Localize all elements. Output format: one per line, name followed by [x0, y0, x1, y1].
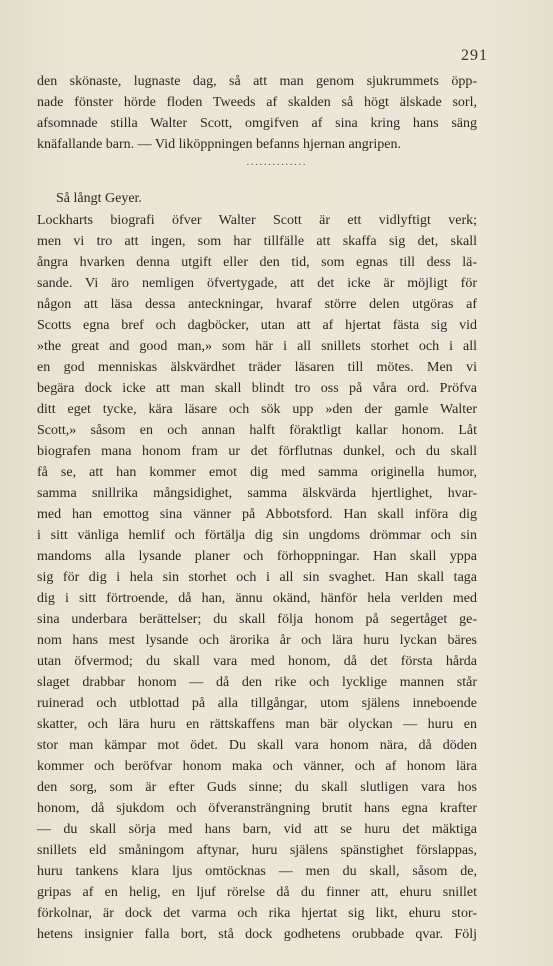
text-line: någon att läsa dessa anteckningar, hvaraf större delen utgöras af — [37, 297, 477, 312]
text-line: dig i sitt förtroende, då han, ännu okänd, hänför hela verlden med — [37, 591, 477, 606]
text-line: den skönaste, lugnaste dag, så att man genom sjukrummets öpp- — [37, 74, 477, 89]
text-line: slaget drabbar honom — då den rike och lycklige mannen står — [37, 675, 477, 690]
text-line: — du skall sörja med hans barn, vid att se huru det mäktiga — [37, 822, 477, 837]
attribution-line: Så långt Geyer. — [56, 191, 142, 206]
attribution-paragraph — [37, 188, 477, 209]
text-line: sande. Vi äro nemligen öfvertygade, att det icke är möjligt för — [37, 276, 477, 291]
text-line: huru tankens klara ljus omtöcknas — men du skall, såsom de, — [37, 864, 477, 879]
text-line: en god menniskas älskvärdhet träder läsaren till mötes. Men vi — [37, 360, 477, 375]
text-line: afsomnade stilla Walter Scott, omgifven af sina kring hans säng — [37, 116, 477, 131]
text-line: nade fönster hörde floden Tweeds af skalden så högt älskade sorl, — [37, 95, 477, 110]
text-line: i sitt vänliga hemlif och förtälja dig sin ungdoms drömmar och sin — [37, 528, 477, 543]
text-line: med han emottog sina vänner på Abbotsford. Han skall införa dig — [37, 507, 477, 522]
text-line: ruinerad och utblottad på alla tillgångar, utom själens inneboende — [37, 696, 477, 711]
text-line: sig för dig i hela sin storhet och i all sin svaghet. Han skall taga — [37, 570, 477, 585]
text-line: hetens insignier falla bort, stå dock godhetens orubbade qvar. Följ — [37, 927, 477, 942]
text-line: men vi tro att ingen, som har tillfälle att skaffa sig det, skall — [37, 234, 477, 249]
text-line: biografen mana honom fram ur det förflutnas dunkel, och du skall — [37, 444, 477, 459]
text-line: ditt eget tycke, kära läsare och sök upp »den der gamle Walter — [37, 402, 477, 417]
text-line: snillets eld småningom aftynar, huru själens spänstighet förslappas, — [37, 843, 477, 858]
text-line: samma snillrika mångsidighet, samma älskvärda hjertlighet, hvar- — [37, 486, 477, 501]
page-number: 291 — [461, 47, 488, 64]
text-line: Scotts egna bref och dagböcker, utan att af hjertat fästa sig vid — [37, 318, 477, 333]
text-line: stor man kämpar mot ödet. Du skall vara honom nära, då döden — [37, 738, 477, 753]
text-line: skatter, och lära huru en rättskaffens man bär olyckan — huru en — [37, 717, 477, 732]
text-line: »the great and good man,» som här i all snillets storhet och i all — [37, 339, 477, 354]
text-line: begära dock icke att man skall blindt tro oss på våra ord. Pröfva — [37, 381, 477, 396]
text-line: utan öfvermod; du skall vara med honom, då det första hårda — [37, 654, 477, 669]
text-line: honom, då sjukdom och öfveransträngning brutit hans egna krafter — [37, 801, 477, 816]
text-line: knäfallande barn. — Vid liköppningen befanns hjernan angripen. — [37, 137, 401, 152]
text-line: ångra hvarken denna utgift eller den tid, som egnas till dess lä- — [37, 255, 477, 270]
text-line: mandoms alla lysande planer och förhoppningar. Han skall yppa — [37, 549, 477, 564]
text-line: den sorg, som är efter Guds sinne; du skall slutligen vara hos — [37, 780, 477, 795]
paragraph-1 — [37, 71, 477, 155]
text-line: nom hans mest lysande och ärorika år och lära huru lyckan bäres — [37, 633, 477, 648]
text-line: få se, att han kommer emot dig med samma originella humor, — [37, 465, 477, 480]
text-line: gripas af en helig, en ljuf rörelse då du finner att, ehuru snillet — [37, 885, 477, 900]
section-separator: ·············· — [246, 160, 307, 171]
paragraph-3 — [37, 210, 477, 945]
text-line: Lockharts biografi öfver Walter Scott är ett vidlyftigt verk; — [37, 213, 477, 228]
text-line: sina underbara berättelser; du skall följa honom på segertåget ge- — [37, 612, 477, 627]
text-line: kommer och beröfvar honom maka och vänner, och af honom lära — [37, 759, 477, 774]
text-line: Scott,» såsom en och annan halft föraktligt kallar honom. Låt — [37, 423, 477, 438]
text-line: förkolnar, är dock det varma och rika hjertat sig likt, ehuru stor- — [37, 906, 477, 921]
